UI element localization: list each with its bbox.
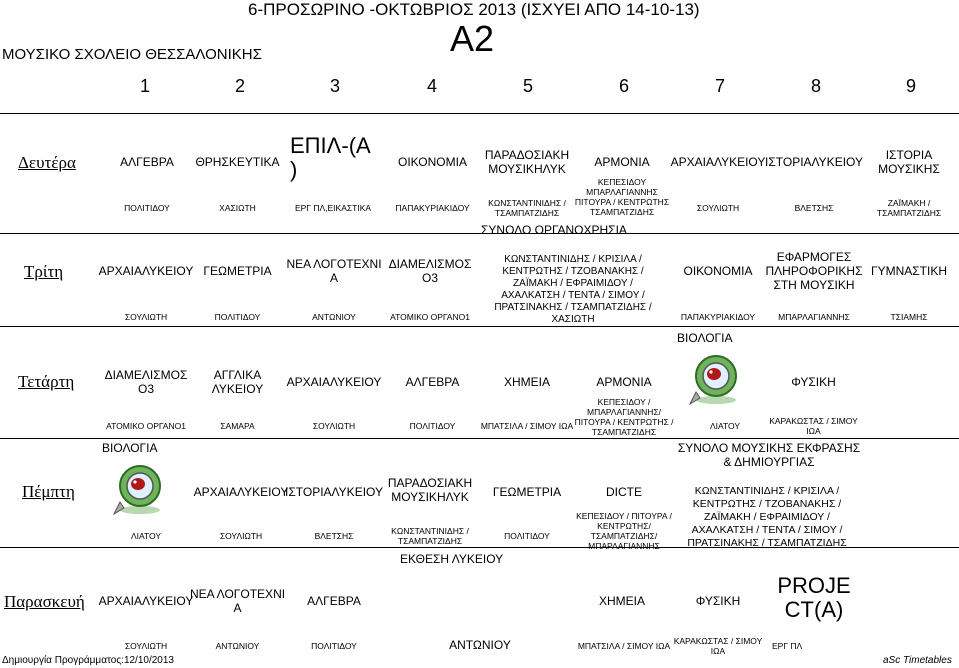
- period-4: 4: [427, 76, 438, 96]
- group-members: ΚΩΝΣΤΑΝΤΙΝΙΔΗΣ / ΚΡΙΣΙΛΑ /: [504, 254, 642, 265]
- day-wednesday: Τετάρτη: [18, 372, 75, 391]
- lesson-subject: PROJE: [777, 573, 851, 598]
- lesson-subject: ΑΡΜΟΝΙΑ: [594, 155, 650, 169]
- lesson-teacher: ΑΝΤΩΝΙΟΥ: [449, 638, 511, 652]
- period-6: 6: [619, 76, 630, 96]
- group-label: ΒΙΟΛΟΓΙΑ: [102, 441, 158, 455]
- lesson-subject: ΦΥΣΙΚΗ: [695, 594, 741, 608]
- lesson-teacher: ΠΟΛΙΤΙΔΟΥ: [214, 312, 261, 322]
- period-9: 9: [906, 76, 917, 96]
- lesson-subject: ΑΡΜΟΝΙΑ: [596, 375, 652, 389]
- lesson-subject: Α: [233, 601, 242, 615]
- day-tuesday: Τρίτη: [24, 262, 64, 281]
- lesson-teacher: ΠΟΛΙΤΙΔΟΥ: [409, 421, 456, 431]
- lesson-teacher: ΚΕΝΤΡΩΤΗΣ/: [597, 521, 651, 531]
- lesson-subject: ΑΡΧΑΙΑΛΥΚΕΙΟΥ: [193, 485, 289, 499]
- lesson-subject: ΙΣΤΟΡΙΑΛΥΚΕΙΟΥ: [765, 155, 863, 169]
- lesson-subject: ΑΡΧΑΙΑΛΥΚΕΙΟΥ: [98, 594, 194, 608]
- period-1: 1: [140, 76, 151, 96]
- period-5: 5: [523, 76, 534, 96]
- group-members: ΚΕΝΤΡΩΤΗΣ / ΤΖΟΒΑΝΑΚΗΣ /: [692, 498, 842, 510]
- class-name: Α2: [450, 18, 495, 59]
- lesson-teacher: ΙΩΑ: [710, 646, 726, 656]
- lesson-teacher: ΠΟΛΙΤΙΔΟΥ: [124, 203, 170, 213]
- lesson-subject: ΦΥΣΙΚΗ: [791, 375, 836, 389]
- lesson-subject: ΓΕΩΜΕΤΡΙΑ: [492, 485, 562, 499]
- group-label: ΣΥΝΟΛΟ ΟΡΓΑΝΟΧΡΗΣΙΑ: [481, 223, 627, 237]
- lesson-teacher: ΠΑΠΑΚΥΡΙΑΚΙΔΟΥ: [395, 203, 470, 213]
- lesson-subject: ΝΕΑ ΛΟΓΟΤΕΧΝΙ: [286, 257, 382, 271]
- lesson-teacher: ΣΟΥΛΙΩΤΗ: [696, 203, 740, 213]
- lesson-subject: ΜΟΥΣΙΚΗΣ: [878, 162, 940, 176]
- lesson-teacher: ΒΛΕΤΣΗΣ: [794, 203, 834, 213]
- lesson-subject: ΑΛΓΕΒΡΑ: [307, 594, 361, 608]
- period-3: 3: [330, 76, 341, 96]
- lesson-teacher: ΜΠΑΤΣΙΛΑ / ΣΙΜΟΥ ΙΩΑ: [480, 421, 574, 431]
- lab-cartoon-icon: [112, 462, 168, 521]
- period-8: 8: [811, 76, 822, 96]
- lesson-teacher: ΤΣΑΜΠΑΤΖΙΔΗΣ: [494, 208, 560, 218]
- lesson-subject: ΠΛΗΡΟΦΟΡΙΚΗΣ: [765, 264, 863, 278]
- footer-created: Δημιουργία Προγράμματος:12/10/2013: [2, 655, 174, 666]
- group-members: ΚΕΝΤΡΩΤΗΣ / ΤΖΟΒΑΝΑΚΗΣ /: [502, 266, 644, 277]
- lesson-subject: ΜΟΥΣΙΚΗΛΥΚ: [488, 162, 566, 176]
- lesson-teacher: ΜΠΑΡΛΑΓΙΑΝΝΗΣ: [778, 312, 850, 322]
- lab-cartoon-icon: [688, 352, 744, 411]
- lesson-teacher: ΤΣΑΜΠΑΤΖΙΔΗΣ: [876, 208, 942, 218]
- lesson-teacher: ΑΝΤΩΝΙΟΥ: [312, 312, 356, 322]
- group-members: ΠΡΑΤΣΙΝΑΚΗΣ / ΤΣΑΜΠΑΤΖΙΔΗΣ: [687, 537, 847, 549]
- row-divider: [0, 113, 959, 114]
- lesson-teacher: ΚΕΠΕΣΙΔΟΥ /: [597, 397, 651, 407]
- school-name: ΜΟΥΣΙΚΟ ΣΧΟΛΕΙΟ ΘΕΣΣΑΛΟΝΙΚΗΣ: [2, 46, 262, 63]
- row-divider: [0, 326, 959, 327]
- lesson-teacher: ΣΑΜΑΡΑ: [220, 421, 255, 431]
- lesson-subject: ΙΣΤΟΡΙΑ: [885, 148, 933, 162]
- lesson-teacher: ΚΑΡΑΚΩΣΤΑΣ / ΣΙΜΟΥ: [673, 636, 763, 646]
- lesson-subject: ΓΕΩΜΕΤΡΙΑ: [203, 264, 272, 278]
- lesson-teacher: ΕΡΓ ΠΛ: [772, 641, 803, 651]
- lesson-teacher: ΜΠΑΡΛΑΓΙΑΝΝΗΣ: [588, 541, 660, 551]
- lesson-teacher: ΚΕΠΕΣΙΔΟΥ: [597, 177, 647, 187]
- lesson-subject: DICTE: [606, 485, 642, 499]
- lesson-subject: ΘΡΗΣΚΕΥΤΙΚΑ: [195, 155, 280, 169]
- group-members: ΠΡΑΤΣΙΝΑΚΗΣ / ΤΣΑΜΠΑΤΖΙΔΗΣ /: [494, 302, 652, 313]
- lesson-teacher: ΑΤΟΜΙΚΟ ΟΡΓΑΝΟ1: [106, 421, 186, 431]
- lesson-teacher: ΤΣΑΜΠΑΤΖΙΔΗΣ: [591, 427, 657, 437]
- lesson-subject: ΕΠΙΛ-(Α: [290, 133, 371, 158]
- lesson-teacher: ΜΠΑΡΛΑΓΙΑΝΝΗΣ/: [586, 407, 662, 417]
- lesson-teacher: ΛΙΑΤΟΥ: [709, 421, 741, 431]
- group-members: ΑΧΑΛΚΑΤΣΗ / ΤΕΝΤΑ / ΣΙΜΟΥ /: [691, 524, 843, 536]
- lesson-subject: ΑΡΧΑΙΑΛΥΚΕΙΟΥ: [670, 155, 766, 169]
- lesson-teacher: ΚΩΝΣΤΑΝΤΙΝΙΔΗΣ /: [391, 526, 469, 536]
- lesson-subject: ΑΡΧΑΙΑΛΥΚΕΙΟΥ: [286, 375, 382, 389]
- lesson-teacher: ΠΟΛΙΤΙΔΟΥ: [311, 641, 357, 651]
- lesson-teacher: ΚΕΠΕΣΙΔΟΥ / ΠΙΤΟΥΡΑ /: [576, 511, 672, 521]
- lesson-subject: Ο3: [137, 382, 154, 396]
- lesson-subject: ΟΙΚΟΝΟΜΙΑ: [683, 264, 753, 278]
- lesson-teacher: ΜΠΑΡΛΑΓΙΑΝΝΗΣ: [586, 187, 658, 197]
- group-members: ΖΑΪΜΑΚΗ / ΕΦΡΑΙΜΙΔΟΥ /: [513, 278, 633, 289]
- lesson-teacher: ΚΩΝΣΤΑΝΤΙΝΙΔΗΣ /: [488, 198, 566, 208]
- lesson-subject: Ο3: [421, 271, 438, 285]
- lesson-subject: ΝΕΑ ΛΟΓΟΤΕΧΝΙ: [190, 587, 286, 601]
- lesson-teacher: ΣΟΥΛΙΩΤΗ: [124, 641, 168, 651]
- lesson-subject: CT(A): [784, 597, 844, 622]
- lesson-subject: ΠΑΡΑΔΟΣΙΑΚΗ: [387, 476, 473, 490]
- lesson-teacher: ΚΑΡΑΚΩΣΤΑΣ / ΣΙΜΟΥ: [769, 416, 858, 426]
- lesson-teacher: ΠΑΠΑΚΥΡΙΑΚΙΔΟΥ: [680, 312, 756, 322]
- group-label: ΒΙΟΛΟΓΙΑ: [677, 331, 733, 345]
- lesson-teacher: ΧΑΣΙΩΤΗ: [219, 203, 256, 213]
- day-monday: Δευτέρα: [18, 153, 76, 172]
- group-label: ΣΥΝΟΛΟ ΜΟΥΣΙΚΗΣ ΕΚΦΡΑΣΗΣ: [677, 441, 861, 455]
- lesson-subject: ): [290, 157, 298, 182]
- lesson-subject: ΧΗΜΕΙΑ: [598, 594, 645, 608]
- day-friday: Παρασκευή: [4, 592, 85, 611]
- lesson-teacher: ΠΙΤΟΥΡΑ / ΚΕΝΤΡΩΤΗΣ /: [574, 417, 674, 427]
- lesson-subject: ΟΙΚΟΝΟΜΙΑ: [398, 155, 467, 169]
- lesson-teacher: ΣΟΥΛΙΩΤΗ: [312, 421, 356, 431]
- lesson-teacher: ΤΣΑΜΠΑΤΖΙΔΗΣ/: [590, 531, 658, 541]
- lesson-subject: ΜΟΥΣΙΚΗΛΥΚ: [391, 490, 469, 504]
- lesson-teacher: ΤΣΑΜΠΑΤΖΙΔΗΣ: [397, 536, 463, 546]
- lesson-subject: ΔΙΑΜΕΛΙΣΜΟΣ: [104, 368, 188, 382]
- lesson-teacher: ΖΑΪΜΑΚΗ /: [887, 198, 931, 208]
- lesson-subject: ΣΤΗ ΜΟΥΣΙΚΗ: [773, 278, 855, 292]
- lesson-teacher: ΤΣΙΑΜΗΣ: [890, 312, 928, 322]
- group-label: ΕΚΘΕΣΗ ΛΥΚΕΙΟΥ: [400, 552, 504, 566]
- group-members: ΧΑΣΙΩΤΗ: [551, 314, 595, 325]
- group-members: ΚΩΝΣΤΑΝΤΙΝΙΔΗΣ / ΚΡΙΣΙΛΑ /: [694, 485, 840, 497]
- lesson-subject: ΓΥΜΝΑΣΤΙΚΗ: [870, 264, 948, 278]
- lesson-teacher: ΑΝΤΩΝΙΟΥ: [215, 641, 260, 651]
- footer-brand: aSc Timetables: [883, 655, 952, 666]
- lesson-teacher: ΜΠΑΤΣΙΛΑ / ΣΙΜΟΥ ΙΩΑ: [577, 641, 671, 651]
- lesson-subject: ΑΓΓΛΙΚΑ: [213, 368, 262, 382]
- lesson-teacher: ΑΤΟΜΙΚΟ ΟΡΓΑΝΟ1: [390, 312, 470, 322]
- row-divider: [0, 233, 959, 234]
- group-members: ΖΑΪΜΑΚΗ / ΕΦΡΑΙΜΙΔΟΥ /: [704, 511, 830, 523]
- lesson-subject: ΙΣΤΟΡΙΑΛΥΚΕΙΟΥ: [285, 485, 383, 499]
- lesson-subject: ΠΑΡΑΔΟΣΙΑΚΗ: [484, 148, 570, 162]
- lesson-subject: ΧΗΜΕΙΑ: [503, 375, 550, 389]
- lesson-teacher: ΕΡΓ ΠΛ,ΕΙΚΑΣΤΙΚΑ: [294, 203, 372, 213]
- lesson-teacher: ΠΟΛΙΤΙΔΟΥ: [504, 531, 550, 541]
- period-7: 7: [715, 76, 726, 96]
- lesson-teacher: ΠΙΤΟΥΡΑ / ΚΕΝΤΡΩΤΗΣ: [574, 197, 670, 207]
- lesson-subject: ΔΙΑΜΕΛΙΣΜΟΣ: [388, 257, 472, 271]
- lesson-teacher: ΣΟΥΛΙΩΤΗ: [124, 312, 168, 322]
- period-2: 2: [235, 76, 246, 96]
- lesson-subject: ΑΛΓΕΒΡΑ: [405, 375, 460, 389]
- lesson-subject: ΕΦΑΡΜΟΓΕΣ: [776, 250, 852, 264]
- group-members: ΑΧΑΛΚΑΤΣΗ / ΤΕΝΤΑ / ΣΙΜΟΥ /: [501, 290, 645, 301]
- lesson-subject: ΛΥΚΕΙΟΥ: [211, 382, 264, 396]
- lesson-teacher: ΛΙΑΤΟΥ: [130, 531, 162, 541]
- lesson-subject: ΑΡΧΑΙΑΛΥΚΕΙΟΥ: [98, 264, 194, 278]
- lesson-teacher: ΤΣΑΜΠΑΤΖΙΔΗΣ: [589, 207, 655, 217]
- group-label: & ΔΗΜΙΟΥΡΓΙΑΣ: [723, 455, 815, 469]
- timetable-title: 6-ΠΡΟΣΩΡΙΝΟ -ΟΚΤΩΒΡΙΟΣ 2013 (ΙΣΧΥΕΙ ΑΠΟ 14-10-13): [248, 0, 700, 19]
- lesson-subject: ΑΛΓΕΒΡΑ: [120, 155, 174, 169]
- lesson-teacher: ΒΛΕΤΣΗΣ: [314, 531, 354, 541]
- day-thursday: Πέμπτη: [22, 482, 75, 501]
- lesson-subject: Α: [329, 271, 338, 285]
- lesson-teacher: ΙΩΑ: [806, 426, 821, 436]
- lesson-teacher: ΣΟΥΛΙΩΤΗ: [219, 531, 263, 541]
- row-divider: [0, 438, 959, 439]
